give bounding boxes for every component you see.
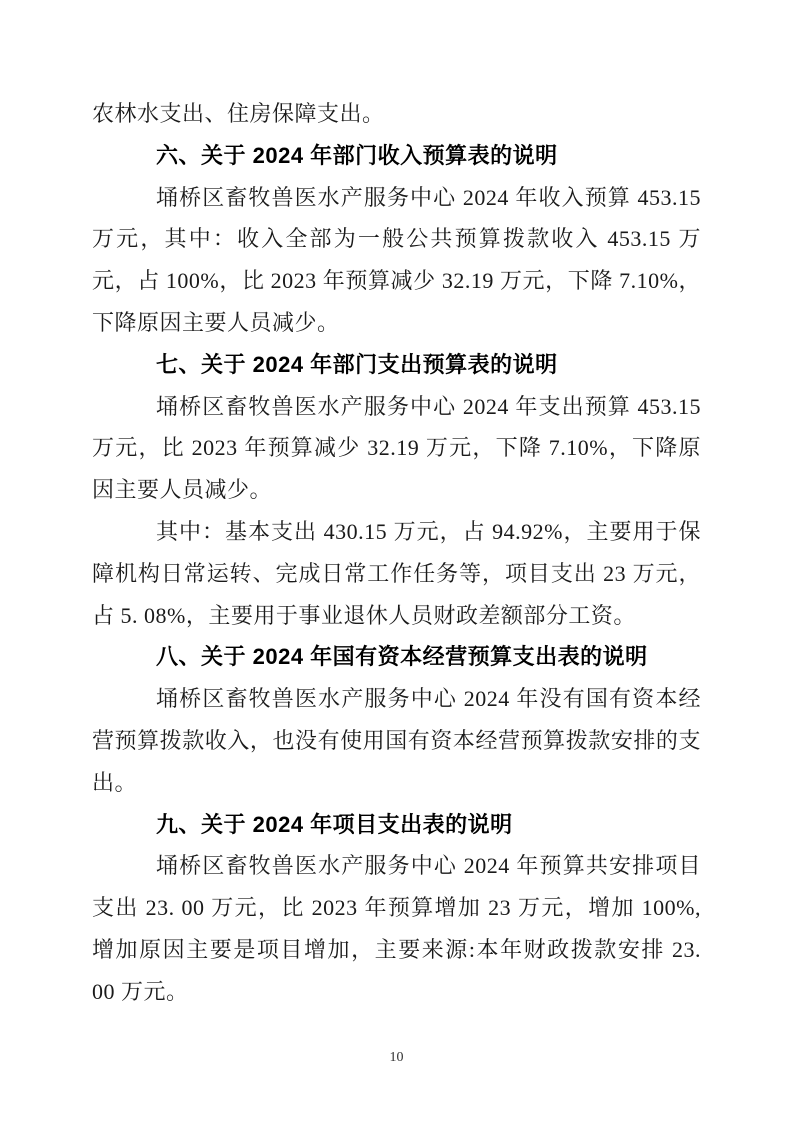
paragraph-project-expenditure: 埇桥区畜牧兽医水产服务中心 2024 年预算共安排项目支出 23. 00 万元，比 2023 年预算增加 23 万元，增加 100%,增加原因主要是项目增加，主要来源:本年财政拨款安排 23. 00 万元。 (92, 853, 701, 1004)
page-number: 10 (389, 1050, 404, 1065)
paragraph-state-capital-budget: 埇桥区畜牧兽医水产服务中心 2024 年没有国有资本经营预算拨款收入，也没有使用国有资本经营预算拨款安排的支出。 (92, 686, 701, 795)
paragraph-income-budget: 埇桥区畜牧兽医水产服务中心 2024 年收入预算 453.15 万元，其中：收入全部为一般公共预算拨款收入 453.15 万元，占 100%，比 2023 年预算减少 32.19 万元，下降 7.10%，下降原因主要人员减少。 (92, 184, 701, 335)
paragraph-continuation: 农林水支出、住房保障支出。 (92, 101, 385, 126)
section-heading-state-capital-budget: 八、关于 2024 年国有资本经营预算支出表的说明 (156, 644, 648, 670)
section-heading-income-budget: 六、关于 2024 年部门收入预算表的说明 (156, 142, 558, 168)
paragraph-expenditure-budget: 埇桥区畜牧兽医水产服务中心 2024 年支出预算 453.15 万元，比 2023 年预算减少 32.19 万元，下降 7.10%，下降原因主要人员减少。 (92, 393, 701, 503)
section-heading-expenditure-budget: 七、关于 2024 年部门支出预算表的说明 (156, 351, 558, 377)
paragraph-expenditure-breakdown: 其中：基本支出 430.15 万元，占 94.92%，主要用于保障机构日常运转、完成日常工作任务等，项目支出 23 万元，占 5. 08%，主要用于事业退休人员财政差额部分工资。 (92, 518, 701, 628)
section-heading-project-expenditure: 九、关于 2024 年项目支出表的说明 (156, 811, 513, 837)
document-content (92, 93, 701, 1013)
